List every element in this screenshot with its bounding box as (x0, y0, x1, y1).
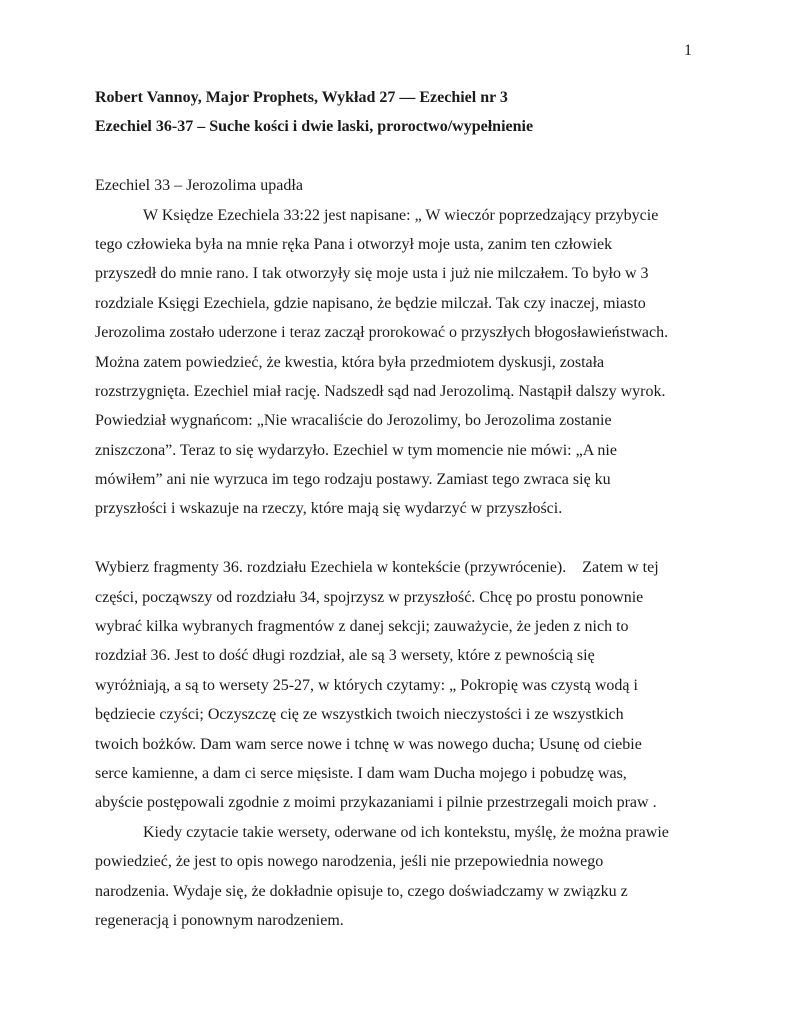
text-line: rozdziale Księgi Ezechiela, gdzie napisano, że będzie milczał. Tak czy inaczej, miasto (95, 294, 646, 312)
paragraph-3 (95, 818, 720, 936)
text-line: przyszłości i wskazuje na rzeczy, które mają się wydarzyć w przyszłości. (95, 500, 563, 518)
text-line: rozstrzygnięta. Ezechiel miał rację. Nadszedł sąd nad Jerozolimą. Nastąpił dalszy wyrok. (95, 382, 666, 400)
paragraph-2 (95, 553, 720, 818)
doc-title-line1: Robert Vannoy, Major Prophets, Wykład 27 — Ezechiel nr 3 (95, 89, 508, 106)
text-line: Jerozolima zostało uderzone i teraz zaczął prorokować o przyszłych błogosławieństwach. (95, 324, 669, 342)
text-line: zniszczona”. Teraz to się wydarzyło. Ezechiel w tym momencie nie mówi: „A nie (95, 441, 617, 459)
paragraph-1 (95, 201, 720, 524)
spacer (95, 142, 720, 171)
text-line: Można zatem powiedzieć, że kwestia, która była przedmiotem dyskusji, została (95, 353, 605, 371)
text-line: rozdział 36. Jest to dość długi rozdział, ale są 3 wersety, które z pewnością się (95, 647, 595, 665)
text-line: przyszedł do mnie rano. I tak otworzyły się moje usta i już nie milczałem. To było w 3 (95, 265, 649, 283)
text-line: powiedzieć, że jest to opis nowego narodzenia, jeśli nie przepowiednia nowego (95, 853, 604, 871)
text-line: Wybierz fragmenty 36. rozdziału Ezechiela w kontekście (przywrócenie). Zatem w tej (95, 559, 659, 577)
text-line: serce kamienne, a dam ci serce mięsiste. I dam wam Ducha mojego i pobudzę was, (95, 764, 627, 782)
spacer (95, 524, 720, 553)
text-line: wyróżniają, a są to wersety 25-27, w których czytamy: „ Pokropię was czystą wodą i (95, 676, 638, 694)
doc-title-line2: Ezechiel 36-37 – Suche kości i dwie laski, proroctwo/wypełnienie (95, 118, 534, 136)
text-line: W Księdze Ezechiela 33:22 jest napisane: „ W wieczór poprzedzający przybycie (143, 206, 659, 224)
section-heading: Ezechiel 33 – Jerozolima upadła (95, 177, 303, 195)
text-line: abyście postępowali zgodnie z moimi przykazaniami i pilnie przestrzegali moich praw . (95, 794, 657, 812)
document-content (95, 83, 720, 935)
text-line: regeneracją i ponownym narodzeniem. (95, 911, 344, 929)
text-line: mówiłem” ani nie wyrzuca im tego rodzaju postawy. Zamiast tego zwraca się ku (95, 471, 611, 489)
text-line: części, począwszy od rozdziału 34, spojrzysz w przyszłość. Chcę po prostu ponownie (95, 588, 644, 606)
text-line: tego człowieka była na mnie ręka Pana i otworzył moje usta, zanim ten człowiek (95, 235, 613, 253)
text-line: twoich bożków. Dam wam serce nowe i tchnę w was nowego ducha; Usunę od ciebie (95, 735, 642, 753)
text-line: będziecie czyści; Oczyszczę cię ze wszystkich twoich nieczystości i ze wszystkich (95, 706, 624, 724)
text-line: narodzenia. Wydaje się, że dokładnie opisuje to, czego doświadczamy w związku z (95, 882, 628, 900)
text-line: Kiedy czytacie takie wersety, oderwane od ich kontekstu, myślę, że można prawie (143, 823, 669, 841)
text-line: Powiedział wygnańcom: „Nie wracaliście do Jerozolimy, bo Jerozolima zostanie (95, 412, 612, 430)
text-line: wybrać kilka wybranych fragmentów z danej sekcji; zauważycie, że jeden z nich to (95, 618, 629, 636)
page-number: 1 (684, 42, 692, 59)
